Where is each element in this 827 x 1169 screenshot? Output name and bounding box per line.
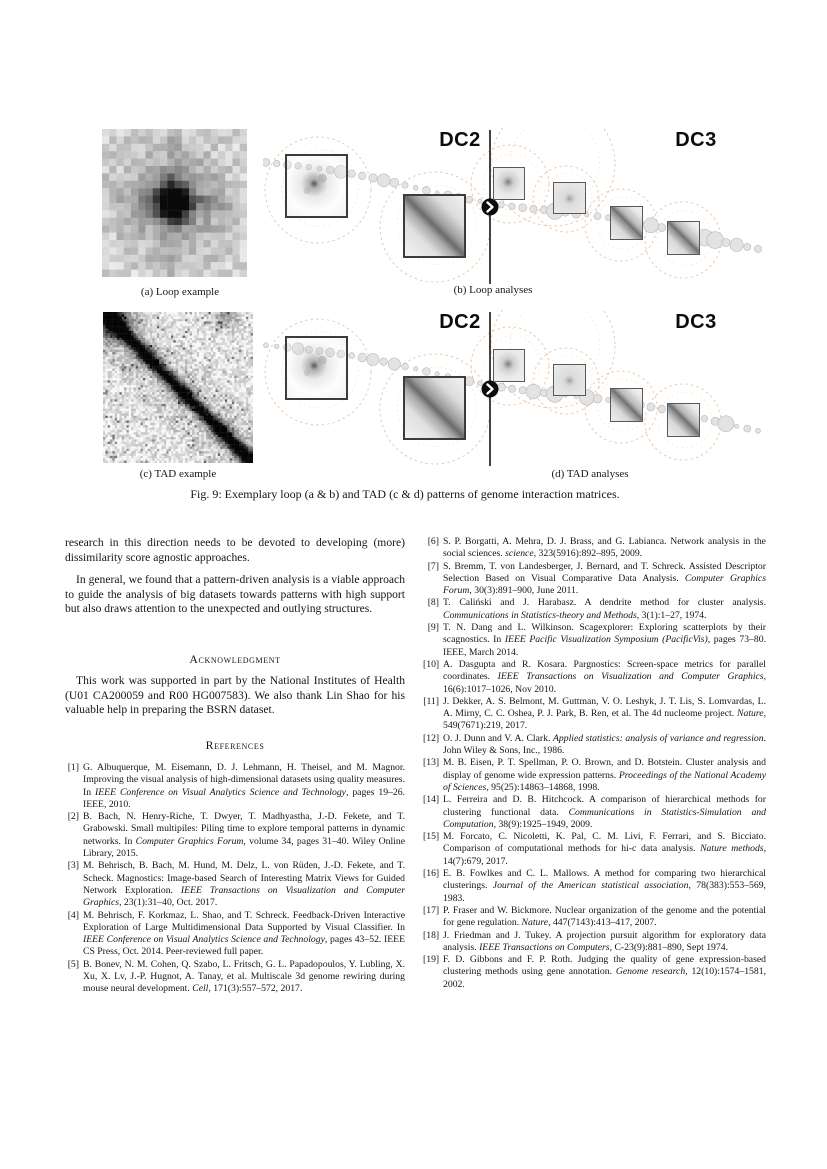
reference-label: [3] (67, 860, 79, 872)
reference-item: [7] S. Bremm, T. von Landesberger, J. Bernard, and T. Schreck. Assisted Descriptor Selection Based on Visual Comparative Data Analysis. Computer Graphics Forum, 30(3):891–900, June 2011. (425, 561, 766, 598)
reference-item: [14] L. Ferreira and D. B. Hitchcock. A comparison of hierarchical methods for clustering functional data. Communications in Statistics-Simulation and Computation, 38(9):1925–1949, 2009. (423, 794, 766, 830)
reference-label: [5] (67, 958, 79, 970)
reference-item: [9] T. N. Dang and L. Wilkinson. Scagexplorer: Exploring scatterplots by their scagnostics. In IEEE Pacific Visualization Symposium (PacificVis), pages 73–80. IEEE, March 2014. (425, 622, 766, 659)
reference-item: [16] E. B. Fowlkes and C. L. Mallows. A method for comparing two hierarchical clusterings. Journal of the American statistical association, 78(383):553–569, 1983. (423, 868, 766, 904)
subcaption-c: (c) TAD example (139, 468, 217, 480)
reference-item: [2] B. Bach, N. Henry-Riche, T. Dwyer, T. Madhyastha, J.-D. Fekete, and T. Grabowski. Small multipiles: Piling time to explore temporal patterns in dynamic networks. In Computer Graphics Forum, volume 34, pages 31–40. Wiley Online Library, 2015. (65, 811, 405, 860)
reference-label: [15] (423, 831, 440, 843)
tad-example-matrix (103, 312, 253, 463)
paragraph-conclusion: In general, we found that a pattern-driven analysis is a viable approach to guide the analysis of big datasets towards patterns with high support but also draws attention to the unexpected and outlying structures. (65, 573, 405, 616)
matrix-thumbnail (285, 336, 348, 400)
reference-item: [11] J. Dekker, A. S. Belmont, M. Guttman, V. O. Leshyk, J. T. Lis, S. Lomvardas, L. A. Mirny, C. C. Oshea, P. J. Park, B. Ren, et al. The 4d nucleome project. Nature, 549(7671):219, 2017. (423, 695, 766, 732)
subcaption-a: (a) Loop example (140, 286, 220, 298)
reference-label: [2] (67, 811, 79, 823)
matrix-thumbnail (403, 194, 466, 258)
reference-item: [5] B. Bonev, N. M. Cohen, Q. Szabo, L. Fritsch, G. L. Papadopoulos, Y. Lubling, X. Xu, X. Lv, J.-P. Hugnot, A. Tanay, et al. Multiscale 3d genome rewiring during mouse neural development. Cell, 171(3):557–572, 2017. (65, 959, 405, 996)
reference-label: [12] (423, 732, 440, 744)
reference-label: [16] (423, 868, 440, 880)
reference-label: [4] (67, 909, 79, 921)
reference-item: [1] G. Albuquerque, M. Eisemann, D. J. Lehmann, H. Theisel, and M. Magnor. Improving the visual analysis of high-dimensional datasets using quality measures. In IEEE Conference on Visual Analytics Science and Technology, pages 19–26. IEEE, 2010. (65, 762, 405, 811)
acknowledgment-text: This work was supported in part by the National Institutes of Health (U01 CA200059 and R00 HG007583). We also thank Lin Shao for his valuable help in preparing the BSRN dataset. (65, 674, 405, 717)
paragraph-dissimilarity: research in this direction needs to be devoted to developing (more) dissimilarity score agnostic approaches. (65, 536, 405, 564)
matrix-thumbnail (403, 376, 466, 440)
reference-label: [19] (423, 954, 440, 966)
matrix-thumbnail (285, 154, 348, 218)
reference-item: [8] T. Caliński and J. Harabasz. A dendrite method for cluster analysis. Communications in Statistics-theory and Methods, 3(1):1–27, 1974. (425, 597, 766, 622)
reference-label: [1] (67, 762, 79, 773)
reference-item: [3] M. Behrisch, B. Bach, M. Hund, M. Delz, L. von Rüden, J.-D. Fekete, and T. Scheck. Magnostics: Image-based Search of Interesting Matrix Views for Guided Network Exploration. IEEE Transactions on Visualization and Computer Graphics, 23(1):31–40, Oct. 2017. (65, 860, 405, 909)
matrix-thumbnail (553, 182, 586, 214)
subcaption-b: (b) Loop analyses (453, 284, 533, 296)
reference-label: [18] (423, 929, 440, 941)
reference-label: [7] (427, 560, 439, 572)
references-list-left (65, 762, 405, 996)
figure-caption: Fig. 9: Exemplary loop (a & b) and TAD (c & d) patterns of genome interaction matrices. (190, 487, 620, 501)
subcaption-d: (d) TAD analyses (551, 468, 629, 480)
dc2-label: DC2 (439, 129, 481, 151)
matrix-thumbnail (553, 364, 586, 396)
reference-label: [9] (427, 622, 439, 634)
figure-panel-loop-analyses (263, 128, 808, 286)
reference-item: [19] F. D. Gibbons and F. P. Roth. Judging the quality of gene expression-based clustering methods using gene annotation. Genome research, 12(10):1574–1581, 2002. (423, 954, 766, 990)
reference-label: [8] (427, 597, 439, 609)
reference-item: [18] J. Friedman and J. Tukey. A projection pursuit algorithm for exploratory data analysis. IEEE Transactions on Computers, C-23(9):881–890, Sept 1974. (423, 929, 766, 953)
loop-example-matrix (102, 129, 247, 277)
dc2-label: DC2 (439, 311, 481, 333)
reference-label: [14] (423, 794, 440, 806)
matrix-thumbnail (667, 221, 700, 255)
references-list-right (425, 536, 766, 991)
figure-panel-tad-analyses (263, 310, 808, 468)
reference-label: [13] (423, 757, 440, 769)
reference-item: [13] M. B. Eisen, P. T. Spellman, P. O. Brown, and D. Botstein. Cluster analysis and display of genome wide expression patterns. Proceedings of the National Academy of Sciences, 95(25):14863–14868, 1998. (423, 757, 766, 793)
reference-item: [6] S. P. Borgatti, A. Mehra, D. J. Brass, and G. Labianca. Network analysis in the social sciences. science, 323(5916):892–895, 2009. (425, 536, 766, 561)
matrix-thumbnail (493, 167, 525, 200)
acknowledgment-heading: Acknowledgment (189, 652, 281, 666)
reference-item: [10] A. Dasgupta and R. Kosara. Pargnostics: Screen-space metrics for parallel coordinates. IEEE Transactions on Visualization and Computer Graphics, 16(6):1017–1026, Nov 2010. (423, 658, 767, 695)
reference-item: [17] P. Fraser and W. Bickmore. Nuclear organization of the genome and the potential for gene regulation. Nature, 447(7143):413–417, 2007. (423, 904, 766, 929)
matrix-thumbnail (493, 349, 525, 382)
matrix-thumbnail (610, 206, 643, 240)
reference-label: [10] (423, 658, 440, 670)
reference-item: [12] O. J. Dunn and V. A. Clark. Applied statistics: analysis of variance and regression. John Wiley & Sons, Inc., 1986. (423, 732, 766, 757)
reference-label: [6] (427, 536, 439, 547)
matrix-thumbnail (610, 388, 643, 422)
matrix-thumbnail (667, 403, 700, 437)
reference-item: [4] M. Behrisch, F. Korkmaz, L. Shao, and T. Schreck. Feedback-Driven Interactive Exploration of Large Multidimensional Data Supported by Visual Classifier. In IEEE Conference on Visual Analytics Science and Technology, pages 43–52. IEEE CS Press, Oct. 2014. Peer-reviewed full paper. (65, 910, 405, 959)
dc3-label: DC3 (675, 311, 717, 333)
references-heading: References (205, 738, 265, 752)
reference-label: [17] (423, 904, 440, 916)
dc3-label: DC3 (675, 129, 717, 151)
reference-label: [11] (423, 695, 439, 707)
reference-item: [15] M. Forcato, C. Nicoletti, K. Pal, C. M. Livi, F. Ferrari, and S. Bicciato. Comparison of computational methods for hi-c data analysis. Nature methods, 14(7):679, 2017. (423, 831, 766, 867)
